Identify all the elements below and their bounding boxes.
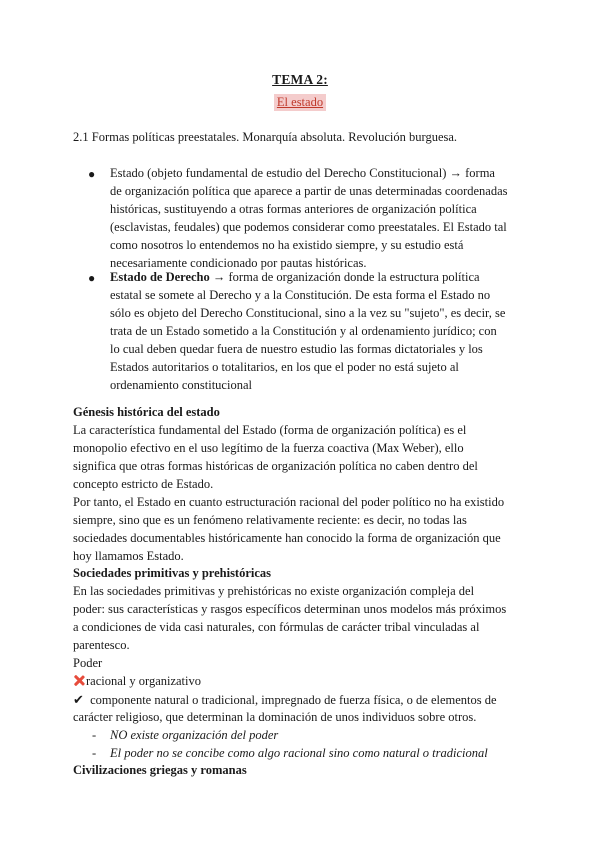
paragraph-line: a condiciones de vida casi naturales, con fórmulas de carácter tribal vinculadas al [73, 620, 480, 634]
bullet-2-first-rest: → forma de organización donde la estructura política [209, 270, 480, 284]
paragraph-line: La característica fundamental del Estado (forma de organización política) es el [73, 423, 467, 437]
paragraph-line: Por tanto, el Estado en cuanto estructuración racional del poder político no ha existido [73, 495, 505, 509]
page-title: TEMA 2: [272, 72, 328, 87]
check-item-continued: carácter religioso, que determinan la dominación de unos individuos sobre otros. [73, 710, 477, 724]
dash-bullet: - [92, 728, 97, 742]
bullet-1-line: como nosotros lo entendemos no ha existido siempre, y su estudio está [110, 238, 464, 252]
bullet-1-line: (esclavistas, feudales) que podemos considerar como preestatales. El Estado tal [110, 220, 507, 234]
bullet-1-line: de organización política que aparece a partir de unas determinadas coordenadas [110, 184, 508, 198]
heading-sociedades: Sociedades primitivas y prehistóricas [73, 566, 272, 580]
bullet-1-line: necesariamente condicionado por pautas históricas. [110, 256, 367, 270]
dash-item: El poder no se concibe como algo racional sino como natural o tradicional [110, 746, 488, 760]
bullet-2-line: Estados autoritarios o totalitarios, en los que el poder no está sujeto al [110, 360, 459, 374]
cross-item-text: racional y organizativo [86, 674, 202, 688]
bullet-dot-icon: ● [88, 271, 96, 285]
paragraph-line: En las sociedades primitivas y prehistóricas no existe organización compleja del [73, 584, 475, 598]
bullet-2-line: sólo es objeto del Derecho Constitucional, sino a la vez su "sujeto", es decir, se [110, 306, 506, 320]
bullet-2-first-line [110, 270, 480, 285]
paragraph-line: concepto estricto de Estado. [73, 477, 214, 491]
heading-genesis: Génesis histórica del estado [73, 405, 220, 419]
poder-label: Poder [73, 656, 103, 670]
bullet-2-bold: Estado de Derecho [110, 270, 210, 284]
check-item-text: componente natural o tradicional, impregnado de fuerza física, o de elementos de [87, 693, 497, 707]
paragraph-line: poder: sus características y rasgos específicos determinan unos modelos más próximos [73, 602, 507, 616]
bullet-2-line: trata de un Estado sometido a la Constitución y al ordenamiento jurídico; con [110, 324, 497, 338]
subtitle-wrapper [0, 93, 600, 111]
cross-item [73, 674, 201, 689]
paragraph-line: monopolio efectivo en el uso legítimo de la fuerza coactiva (Max Weber), ello [73, 441, 464, 455]
dash-item: NO existe organización del poder [110, 728, 279, 742]
heading-civilizaciones: Civilizaciones griegas y romanas [73, 763, 247, 777]
bullet-2-line: ordenamiento constitucional [110, 378, 252, 392]
cross-mark-icon [73, 675, 84, 686]
check-item [73, 692, 497, 708]
paragraph-line: sociedades documentables históricamente han conocido la forma de organización que [73, 531, 501, 545]
paragraph-line: hoy llamamos Estado. [73, 549, 184, 563]
checkmark-icon: ✔ [73, 692, 84, 707]
dash-bullet: - [92, 746, 97, 760]
bullet-2-line: estatal se somete al Derecho y a la Constitución. De esta forma el Estado no [110, 288, 491, 302]
section-heading: 2.1 Formas políticas preestatales. Monarquía absoluta. Revolución burguesa. [73, 130, 458, 144]
page-subtitle: El estado [274, 94, 326, 111]
bullet-2-line: lo cual deben quedar fuera de nuestro estudio las formas dictatoriales y los [110, 342, 483, 356]
bullet-1-line: históricas, sustituyendo a otras formas anteriores de organización política [110, 202, 477, 216]
paragraph-line: significa que otras formas históricas de organización política no caben dentro del [73, 459, 478, 473]
bullet-dot-icon: ● [88, 167, 96, 181]
bullet-1-line: Estado (objeto fundamental de estudio del Derecho Constitucional) → forma [110, 166, 495, 180]
paragraph-line: siempre, sino que es un fenómeno relativamente reciente: es decir, no todas las [73, 513, 467, 527]
paragraph-line: parentesco. [73, 638, 130, 652]
